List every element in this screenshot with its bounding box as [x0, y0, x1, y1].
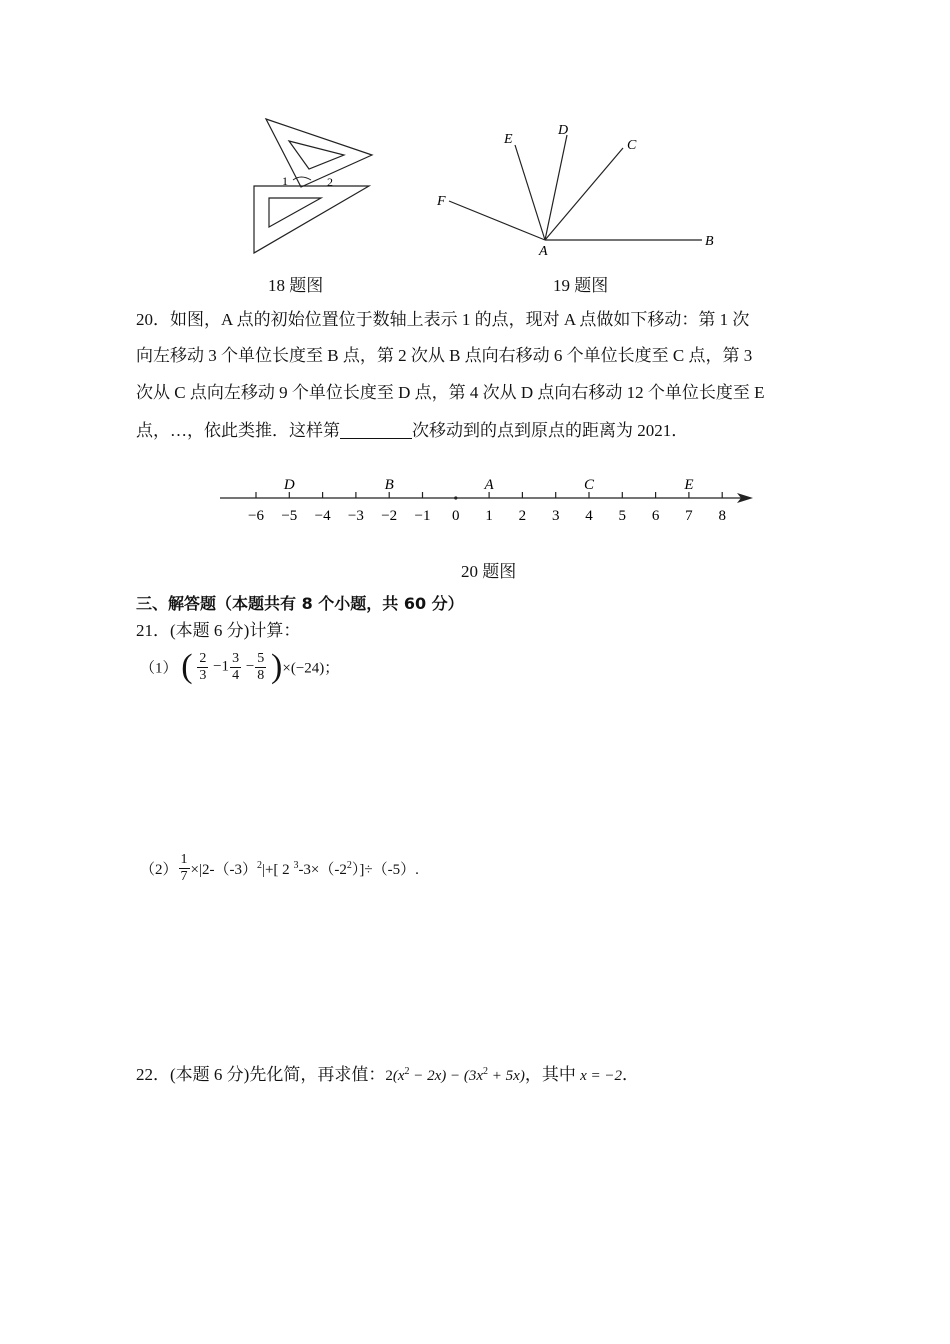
section-3-heading: 三、解答题（本题共有 8 个小题，共 60 分）: [136, 594, 464, 613]
ray-ac: [545, 148, 623, 240]
figure-19: [430, 110, 730, 260]
q20-line-1: 20．如图，A 点的初始位置位于数轴上表示 1 的点，现对 A 点做如下移动：第 1 次: [136, 310, 750, 329]
q21-part-1: （1） ( $\frac{2}{3}$ −1 $\frac{3}{4}$ − $\frac{5}{8}$ )×(−24)；: [140, 648, 340, 685]
q22-expression: $2(x^2 - 2x) - (3x^2 + 5x)$: [385, 1066, 525, 1084]
q20-line-4-before: 点，…，依此类推．这样第: [136, 421, 340, 440]
ray-ae: [515, 145, 545, 240]
tick-label: 1: [485, 508, 493, 524]
right-paren: ): [271, 648, 283, 685]
tick-label: −3: [347, 508, 364, 524]
tick-label: −6: [248, 508, 264, 524]
tick-label: 0: [452, 508, 460, 524]
fraction-2-3: $\frac{2}{3}$: [199, 650, 207, 683]
angle-1-label: 1: [282, 174, 288, 188]
q20-line-2: 向左移动 3 个单位长度至 B 点，第 2 次从 B 点向右移动 6 个单位长度至 C 点，第 3: [136, 346, 753, 365]
figure-20-caption: 20 题图: [461, 562, 517, 581]
tick-label: 7: [685, 508, 693, 524]
tick-label: 5: [618, 508, 627, 524]
angle-2-label: 2: [327, 175, 333, 189]
point-f-label: F: [437, 194, 446, 209]
tick-label: −2: [381, 508, 398, 524]
tick-label: 4: [585, 508, 593, 524]
point-label-d: D: [283, 477, 295, 493]
q22: 22．(本题 6 分)先化简，再求值：$2(x^2 - 2x) - (3x^2 + 5x)$，其中 x = −2．: [136, 1065, 639, 1084]
origin-dot: [454, 496, 457, 499]
q20-line-4: [136, 420, 688, 442]
ray-ad: [545, 135, 567, 240]
point-e-label: E: [504, 132, 513, 147]
lower-triangle-hole: [269, 198, 321, 227]
point-b-label: B: [705, 234, 714, 249]
q21-title: 21．(本题 6 分)计算：: [136, 621, 301, 640]
point-label-a: A: [484, 477, 494, 493]
figure-19-caption: 19 题图: [553, 276, 609, 295]
answer-blank[interactable]: [340, 422, 412, 439]
q21-part-1-label: （1）: [140, 660, 178, 677]
fraction-5-8: $\frac{5}{8}$: [257, 650, 265, 683]
point-d-label: D: [558, 123, 569, 138]
q20-line-4-after: 次移动到的点到原点的距离为 2021．: [412, 421, 689, 440]
fraction-3-4: $\frac{3}{4}$: [232, 650, 240, 683]
point-a-label: A: [539, 244, 548, 259]
figure-18-caption: 18 题图: [268, 276, 324, 295]
point-c-label: C: [627, 138, 637, 153]
tick-label: 6: [651, 508, 660, 524]
figure-18: [245, 110, 385, 260]
q21-part-2-label: （2）: [140, 862, 178, 878]
fraction-1-7: $\frac{1}{7}$: [180, 852, 188, 884]
left-paren: (: [181, 648, 193, 685]
upper-triangle-hole: [289, 141, 344, 169]
tick-label: 3: [551, 508, 560, 524]
ray-af: [449, 201, 545, 240]
tick-label: −4: [314, 508, 331, 524]
q20-line-3: 次从 C 点向左移动 9 个单位长度至 D 点，第 4 次从 D 点向右移动 12 个单位长度至 E: [136, 383, 765, 402]
tick-label: 8: [718, 508, 726, 524]
tick-label: 2: [518, 508, 527, 524]
point-label-e: E: [684, 477, 694, 493]
lower-triangle-ruler: [254, 186, 369, 253]
tick-label: −1: [414, 508, 431, 524]
point-label-b: B: [384, 477, 394, 493]
tick-label: −5: [281, 508, 298, 524]
number-line: [215, 470, 760, 530]
q21-part-2: （2） $\frac{1}{7}$ $\times|2-(-3)^2|+$[ 2 $^3-3\times(-2^2)]\div(-5)$.: [140, 852, 419, 884]
point-label-c: C: [583, 477, 595, 493]
